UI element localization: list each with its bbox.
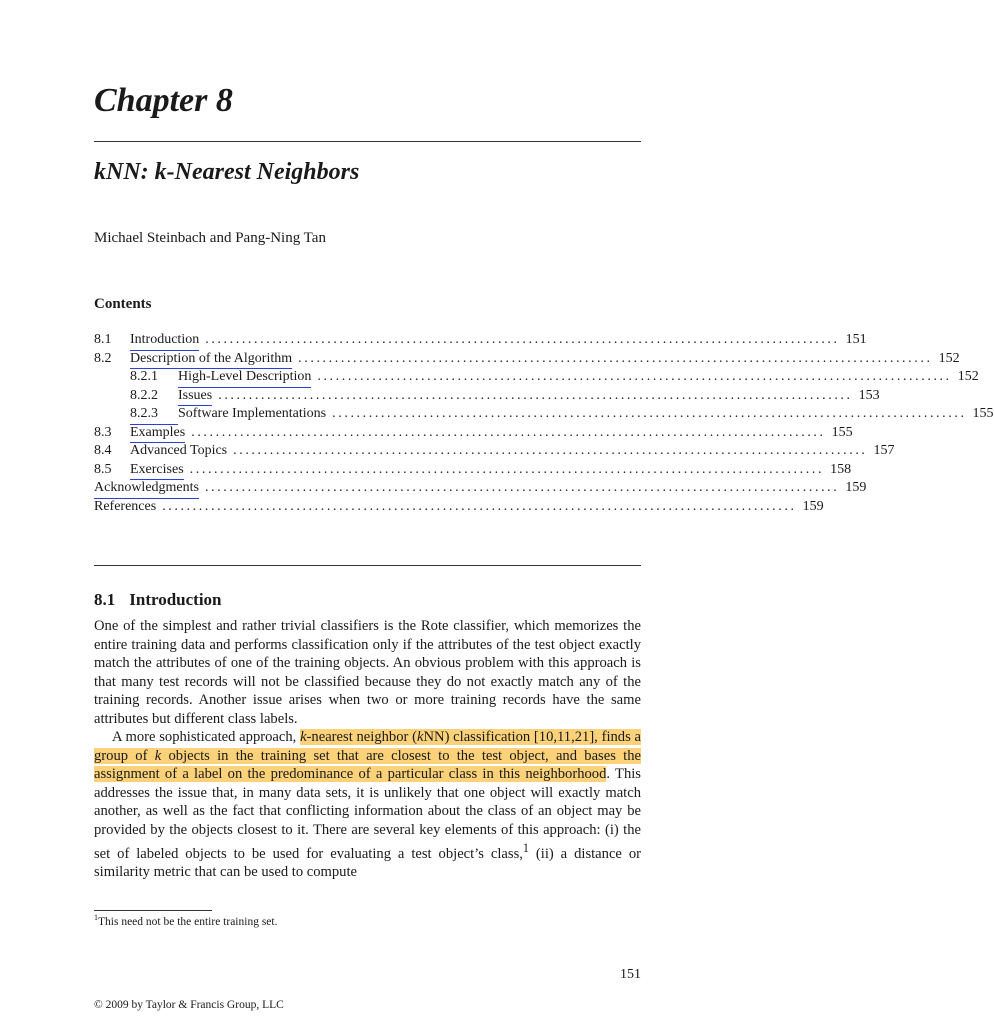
toc-link[interactable]: Acknowledgments (94, 479, 199, 499)
toc-number: 8.3 (94, 424, 112, 440)
toc-leader: ........................................................................................................ (317, 369, 952, 384)
toc-leader: ........................................................................................................ (233, 443, 868, 458)
toc-entry-advanced-topics[interactable] (94, 442, 895, 461)
toc-link[interactable]: Description of the Algorithm (130, 350, 292, 370)
toc-leader: ........................................................................................................ (162, 498, 797, 514)
italic-k: k (417, 729, 424, 745)
toc-number: 8.1 (94, 332, 112, 347)
toc-number: 8.2 (94, 350, 112, 366)
footnote-text: This need not be the entire training set. (98, 915, 278, 928)
toc-leader: ........................................................................................................ (332, 406, 967, 421)
toc-number: 8.4 (94, 443, 112, 458)
paragraph-2-lead: A more sophisticated approach, (112, 729, 301, 745)
italic-k: k (300, 729, 307, 745)
section-title: Introduction (129, 590, 222, 609)
paragraph-2-rest: . This addresses the issue that, in many data sets, it is unlikely that one object will exactly match another, as well as the fact that conflicting information about the class of an object may be provided by the objects closest to it. There are several key elements of this approach: (i) the set of labeled objects to be used for evaluating a test object’s class, (94, 766, 641, 862)
toc-leader: ........................................................................................................ (189, 461, 825, 477)
table-of-contents (94, 331, 994, 516)
toc-link[interactable]: Exercises (130, 461, 184, 481)
highlight-text: objects in the training set that are closest to the test object, and bases the assignment of a label on the predominance of a particular class in this neighborhood (94, 747, 641, 782)
toc-entry-examples[interactable] (94, 424, 853, 443)
toc-entry-references[interactable] (94, 498, 824, 517)
chapter-title-rest: -Nearest Neighbors (166, 159, 360, 185)
toc-page: 155 (831, 424, 853, 440)
toc-page: 159 (802, 498, 824, 514)
section-rule (94, 565, 641, 566)
toc-number: 8.2.1 (130, 369, 158, 384)
footnote-reference[interactable]: 1 (522, 841, 529, 855)
chapter-authors: Michael Steinbach and Pang-Ning Tan (94, 230, 326, 246)
footnote (94, 913, 277, 928)
toc-link[interactable]: Examples (130, 424, 185, 444)
paragraph-2 (94, 728, 641, 882)
toc-page: 153 (858, 387, 880, 403)
toc-link[interactable]: High-Level Description (178, 368, 311, 388)
copyright-notice: © 2009 by Taylor & Francis Group, LLC (94, 999, 284, 1011)
toc-link[interactable]: Introduction (130, 331, 199, 351)
page-number: 151 (620, 967, 641, 982)
paragraph-1: One of the simplest and rather trivial classifiers is the Rote classifier, which memorizes the entire training data and performs classification only if the attributes of the test object exactly match the attributes of one of the training objects. An obvious problem with this approach is that many test records will not be classified because they do not exactly match any of the training records. Another issue arises when two or more training records have the same attributes but different class labels. (94, 618, 641, 727)
toc-entry-exercises[interactable] (94, 461, 852, 480)
toc-page: 152 (938, 350, 960, 366)
contents-heading: Contents (94, 296, 152, 312)
toc-entry-description[interactable] (94, 350, 960, 369)
toc-page: 157 (873, 443, 895, 458)
toc-number: 8.2.2 (130, 387, 158, 403)
toc-leader: ........................................................................................................ (218, 387, 853, 403)
toc-number: 8.2.3 (130, 405, 178, 425)
toc-link[interactable]: Advanced Topics (130, 443, 228, 458)
toc-page: 151 (845, 332, 867, 347)
section-heading (94, 590, 222, 610)
footnote-mark: 1 (94, 913, 98, 922)
toc-entry-high-level-description[interactable] (94, 368, 979, 387)
paragraph-2-tail: (ii) a distance or similarity metric that can be used to compute (94, 845, 642, 881)
toc-number: 8.5 (94, 461, 112, 477)
toc-leader: ........................................................................................................ (205, 332, 840, 347)
chapter-title-prefix: kNN: k (94, 159, 167, 185)
toc-link[interactable]: Issues (178, 387, 212, 407)
section-body (94, 617, 641, 882)
chapter-label: Chapter 8 (94, 82, 233, 119)
section-number: 8.1 (94, 590, 116, 609)
footnote-rule (94, 910, 212, 911)
toc-entry-software-implementations[interactable] (94, 405, 994, 424)
toc-page: 155 (972, 406, 994, 421)
toc-link[interactable]: References (94, 498, 157, 514)
italic-k: k (154, 747, 162, 764)
toc-leader: ........................................................................................................ (191, 424, 826, 440)
chapter-rule (94, 141, 641, 142)
toc-page: 159 (845, 480, 867, 495)
highlight-text: NN) classification [10,11,21], finds a group of (94, 729, 642, 764)
chapter-title (94, 159, 359, 185)
highlight-text: -nearest neighbor ( (306, 729, 417, 745)
toc-leader: ........................................................................................................ (204, 480, 840, 495)
toc-page: 158 (830, 461, 852, 477)
toc-entry-issues[interactable] (94, 387, 880, 406)
toc-page: 152 (957, 369, 979, 384)
toc-link[interactable]: Software Implementations (178, 406, 327, 421)
toc-entry-acknowledgments[interactable] (94, 479, 867, 498)
toc-entry-introduction[interactable] (94, 331, 867, 350)
toc-leader: ........................................................................................................ (298, 350, 933, 366)
